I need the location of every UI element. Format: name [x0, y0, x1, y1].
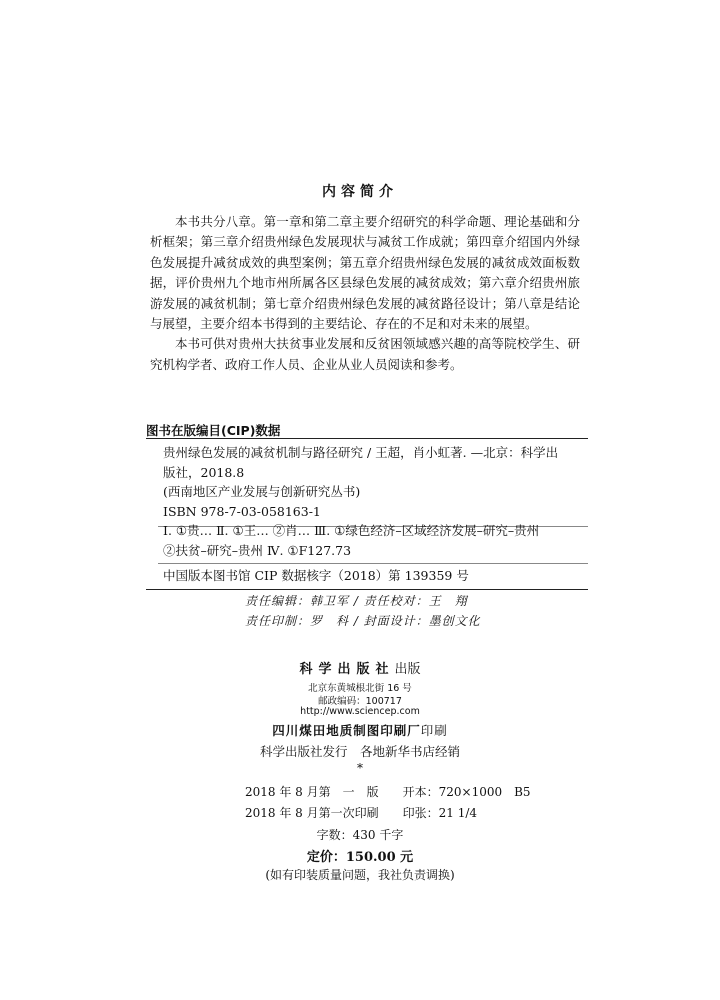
printing-line: 2018 年 8 月第一次印刷 印张：21 1/4 — [245, 806, 478, 820]
quality-notice: (如有印装质量问题，我社负责调换) — [265, 868, 455, 882]
publisher-address: 北京东黄城根北街 16 号 — [308, 683, 412, 694]
distribution: 科学出版社发行 各地新华书店经销 — [259, 744, 460, 759]
cip-subject-line: ②扶贫–研究–贵州 Ⅳ. ①F127.73 — [163, 543, 352, 558]
print-credits: 责任印制：罗 科 / 封面设计：墨创文化 — [245, 614, 481, 628]
intro-paragraph: 本书共分八章。第一章和第二章主要介绍研究的科学命题、理论基础和分析框架；第三章介绍贵州绿色发展现状与减贫工作成就；第四章介绍国内外绿色发展提升减贫成效的典型案例；第五章介绍贵州绿色发展的减贫成效面板数据，评价贵州九个地市州所属各区县绿色发展的减贫成效；第六章介绍贵州旅游发展的减贫机制；第七章介绍贵州绿色发展的减贫路径设计；第八章是结论与展望，主要介绍本书得到的主要结论、存在的不足和对未来的展望。 — [150, 214, 580, 332]
publisher-postcode: 邮政编码：100717 — [318, 696, 402, 707]
publisher-url: http://www.sciencep.com — [300, 706, 420, 717]
cip-number: 中国版本图书馆 CIP 数据核字（2018）第 139359 号 — [163, 568, 469, 583]
cip-top-rule — [146, 438, 588, 439]
separator-star: * — [357, 761, 363, 775]
word-count: 字数：430 千字 — [316, 828, 404, 842]
printer-name — [0, 721, 720, 739]
cip-entry-line: 版社，2018.8 — [163, 465, 245, 480]
cip-bottom-rule — [146, 589, 588, 590]
publisher-suffix: 出版 — [394, 662, 421, 677]
intro-title: 内容简介 — [322, 184, 398, 200]
printer-suffix: 印刷 — [420, 723, 448, 738]
publisher-name-text: 科学出版社 — [299, 662, 395, 677]
cip-mid-rule — [158, 563, 588, 564]
edition-line: 2018 年 8 月第 一 版 开本：720×1000 B5 — [245, 785, 531, 799]
editor-credits: 责任编辑：韩卫军 / 责任校对：王 翔 — [245, 594, 468, 608]
cip-series: (西南地区产业发展与创新研究丛书) — [163, 484, 361, 499]
intro-body — [150, 212, 580, 375]
price: 定价：150.00 元 — [306, 850, 414, 865]
publisher-name — [0, 658, 720, 677]
intro-paragraph: 本书可供对贵州大扶贫事业发展和反贫困领域感兴趣的高等院校学生、研究机构学者、政府工作人员、企业从业人员阅读和参考。 — [150, 336, 580, 372]
cip-header: 图书在版编目(CIP)数据 — [146, 423, 281, 438]
cip-subject-line: Ⅰ. ①贵… Ⅱ. ①王… ②肖… Ⅲ. ①绿色经济–区域经济发展–研究–贵州 — [163, 523, 540, 538]
printer-name-text: 四川煤田地质制图印刷厂 — [272, 723, 421, 738]
cip-isbn: ISBN 978-7-03-058163-1 — [163, 504, 321, 519]
cip-entry-line: 贵州绿色发展的减贫机制与路径研究 / 王超，肖小虹著. —北京：科学出 — [163, 445, 559, 460]
